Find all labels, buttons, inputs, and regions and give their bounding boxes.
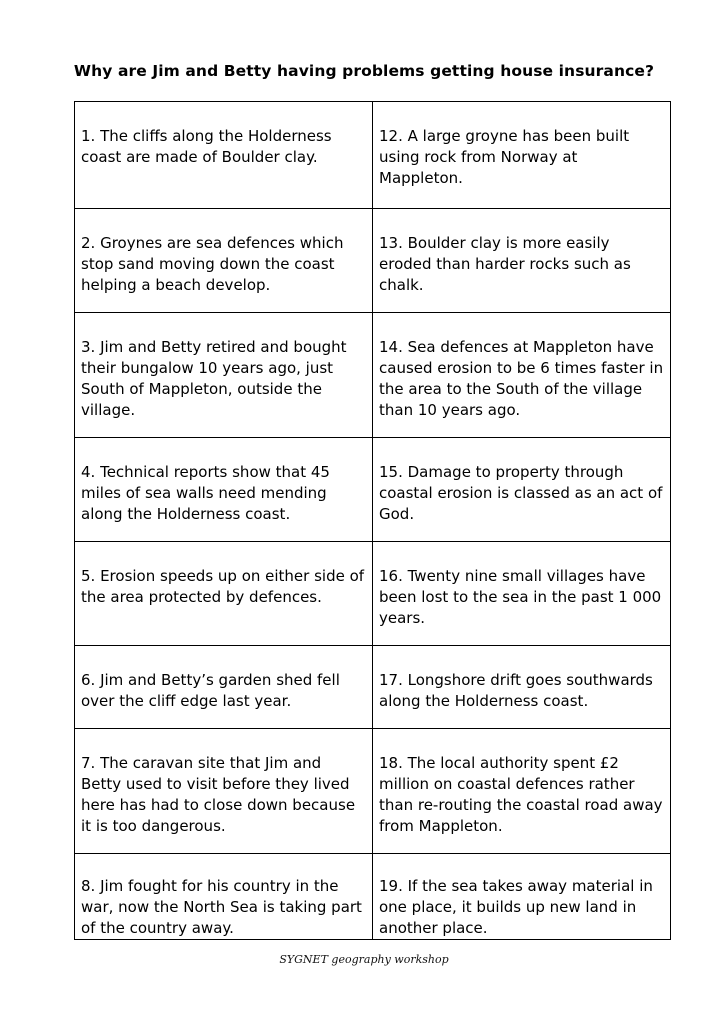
card-text: 15. Damage to property through coastal erosion is classed as an act of God. (379, 463, 663, 523)
table-row (75, 313, 671, 438)
card-text: 3. Jim and Betty retired and bought their bungalow 10 years ago, just South of Mappleton, outside the village. (81, 338, 347, 419)
card-text: 12. A large groyne has been built using rock from Norway at Mappleton. (379, 127, 630, 187)
card-text: 5. Erosion speeds up on either side of the area protected by defences. (81, 567, 365, 606)
card-17 (373, 646, 671, 729)
card-6 (75, 646, 373, 729)
card-text: 14. Sea defences at Mappleton have caused erosion to be 6 times faster in the area to the South of the village than 10 years ago. (379, 338, 664, 419)
card-text: 8. Jim fought for his country in the war, now the North Sea is taking part of the country away. (81, 877, 362, 937)
table-row (75, 729, 671, 854)
card-text: 2. Groynes are sea defences which stop sand moving down the coast helping a beach develop. (81, 234, 344, 294)
card-text: 1. The cliffs along the Holderness coast are made of Boulder clay. (81, 127, 332, 166)
table-row (75, 854, 671, 940)
card-text: 6. Jim and Betty’s garden shed fell over the cliff edge last year. (81, 671, 340, 710)
card-14 (373, 313, 671, 438)
table-row (75, 102, 671, 209)
page-title: Why are Jim and Betty having problems getting house insurance? (73, 62, 655, 80)
card-19 (373, 854, 671, 940)
card-2 (75, 209, 373, 313)
card-5 (75, 542, 373, 646)
card-3 (75, 313, 373, 438)
card-text: 18. The local authority spent £2 million on coastal defences rather than re-routing the coastal road away from Mappleton. (379, 754, 663, 835)
card-text: 4. Technical reports show that 45 miles of sea walls need mending along the Holderness coast. (81, 463, 330, 523)
card-text: 13. Boulder clay is more easily eroded than harder rocks such as chalk. (379, 234, 631, 294)
card-text: 19. If the sea takes away material in one place, it builds up new land in another place. (379, 877, 653, 937)
footer-credit: SYGNET geography workshop (279, 953, 449, 966)
table-row (75, 646, 671, 729)
card-text: 7. The caravan site that Jim and Betty used to visit before they lived here has had to close down because it is too dangerous. (81, 754, 356, 835)
card-text: 16. Twenty nine small villages have been lost to the sea in the past 1 000 years. (379, 567, 662, 627)
card-18 (373, 729, 671, 854)
card-4 (75, 438, 373, 542)
table-row (75, 542, 671, 646)
table-row (75, 209, 671, 313)
card-15 (373, 438, 671, 542)
card-13 (373, 209, 671, 313)
card-text: 17. Longshore drift goes southwards along the Holderness coast. (379, 671, 653, 710)
card-1 (75, 102, 373, 209)
card-7 (75, 729, 373, 854)
statement-cards-table (74, 101, 671, 940)
card-12 (373, 102, 671, 209)
table-row (75, 438, 671, 542)
card-16 (373, 542, 671, 646)
card-8 (75, 854, 373, 940)
